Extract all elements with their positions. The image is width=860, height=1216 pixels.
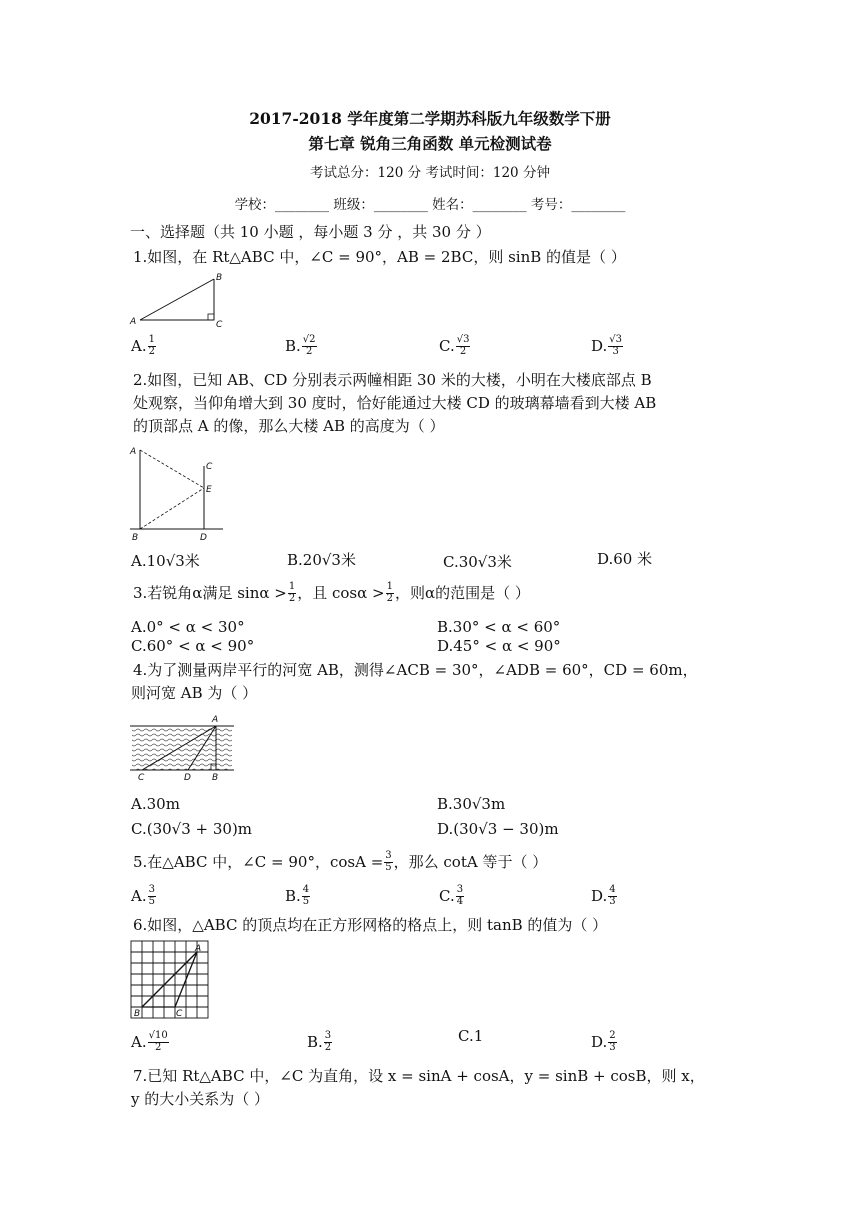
question-5-stem: 5.在△ABC 中，∠C = 90°，cosA = $\frac{3}{5}$ ，那么 cotA 等于（ ） (133, 850, 548, 873)
exam-info: 考试总分：120 分 考试时间：120 分钟 (310, 165, 550, 181)
question-6-stem: 6.如图，△ABC 的顶点均在正方形网格的格点上，则 tanB 的值为（ ） (133, 916, 608, 934)
question-4-stem-line1: 4.为了测量两岸平行的河宽 AB，测得∠ACB = 30°，∠ADB = 60°，CD = 60m， (133, 661, 698, 679)
question-4-option-b[interactable]: B.30√3m (437, 795, 506, 813)
question-3-option-b[interactable]: B.30° < α < 60° (437, 618, 561, 636)
section-heading: 一、选择题（共 10 小题 ，每小题 3 分 ，共 30 分 ） (130, 223, 491, 241)
question-2-option-c[interactable]: C.30√3米 (443, 553, 512, 571)
question-3-option-d[interactable]: D.45° < α < 90° (437, 637, 561, 655)
fig4-label-a: A (212, 715, 219, 725)
question-1-figure (128, 270, 228, 330)
question-4-option-d[interactable]: D.(30√3 − 30)m (437, 820, 559, 838)
question-4-option-a[interactable]: A.30m (131, 795, 180, 813)
question-5-option-b[interactable]: B. $\frac{4}{5}$ (285, 884, 310, 907)
fig1-label-b: B (216, 273, 223, 283)
fig2-label-c: C (206, 462, 213, 472)
question-5-option-c[interactable]: C. $\frac{3}{4}$ (439, 884, 464, 907)
question-3-option-a[interactable]: A.0° < α < 30° (131, 618, 245, 636)
fig2-label-e: E (206, 485, 212, 495)
fig2-label-a: A (130, 447, 137, 457)
question-6-figure (128, 938, 212, 1022)
question-2-stem-line2: 处观察，当仰角增大到 30 度时，恰好能通过大楼 CD 的玻璃幕墙看到大楼 AB (133, 394, 657, 412)
student-info: 学校：________ 班级：________ 姓名：________ 考号：________ (234, 197, 626, 213)
fig2-label-d: D (200, 533, 207, 542)
question-5-option-d[interactable]: D. $\frac{4}{3}$ (591, 884, 616, 907)
question-1-stem: 1.如图，在 Rt△ABC 中，∠C = 90°，AB = 2BC，则 sinB 的值是（ ） (133, 248, 626, 266)
question-3-stem: 3.若锐角α满足 sinα > $\frac{1}{2}$ ，且 cosα > $\frac{1}{2}$ ，则α的范围是（ ） (133, 581, 530, 604)
fig6-label-b: B (134, 1009, 141, 1019)
chapter-title: 第七章 锐角三角函数 单元检测试卷 (308, 134, 552, 153)
fig4-label-d: D (184, 773, 191, 783)
question-2-option-d[interactable]: D.60 米 (597, 550, 653, 568)
fig1-label-a: A (130, 317, 137, 327)
question-2-stem-line1: 2.如图，已知 AB、CD 分别表示两幢相距 30 米的大楼，小明在大楼底部点 B (133, 371, 652, 389)
fig6-label-c: C (176, 1009, 183, 1019)
question-1-option-b[interactable]: B. $\frac{√2}{2}$ (285, 334, 316, 357)
question-1-option-a[interactable]: A. $\frac{1}{2}$ (131, 334, 155, 357)
question-1-option-c[interactable]: C. $\frac{√3}{2}$ (439, 334, 470, 357)
fig4-label-b: B (212, 773, 219, 783)
fig1-label-c: C (216, 320, 223, 330)
question-6-option-a[interactable]: A. $\frac{√10}{2}$ (131, 1030, 168, 1053)
question-6-option-b[interactable]: B. $\frac{3}{2}$ (307, 1030, 332, 1053)
question-7-stem-line1: 7.已知 Rt△ABC 中，∠C 为直角，设 x = sinA + cosA，y = sinB + cosB，则 x， (133, 1067, 705, 1085)
question-2-option-b[interactable]: B.20√3米 (287, 551, 356, 569)
question-2-figure (128, 442, 228, 542)
question-7-stem-line2: y 的大小关系为（ ） (131, 1090, 270, 1108)
question-1-option-d[interactable]: D. $\frac{√3}{3}$ (591, 334, 622, 357)
question-2-stem-line3: 的顶部点 A 的像，那么大楼 AB 的高度为（ ） (133, 417, 445, 435)
question-6-option-d[interactable]: D. $\frac{2}{3}$ (591, 1030, 616, 1053)
question-4-stem-line2: 则河宽 AB 为（ ） (131, 684, 258, 702)
question-4-figure (128, 712, 238, 784)
question-4-option-c[interactable]: C.(30√3 + 30)m (131, 820, 253, 838)
question-6-option-c[interactable]: C.1 (458, 1027, 484, 1045)
fig6-label-a: A (195, 944, 202, 954)
question-2-option-a[interactable]: A.10√3米 (131, 552, 200, 570)
fig2-label-b: B (132, 533, 139, 542)
question-3-option-c[interactable]: C.60° < α < 90° (131, 637, 255, 655)
exam-title: 2017-2018 学年度第二学期苏科版九年级数学下册 (249, 109, 611, 128)
fig4-label-c: C (138, 773, 145, 783)
question-5-option-a[interactable]: A. $\frac{3}{5}$ (131, 884, 155, 907)
